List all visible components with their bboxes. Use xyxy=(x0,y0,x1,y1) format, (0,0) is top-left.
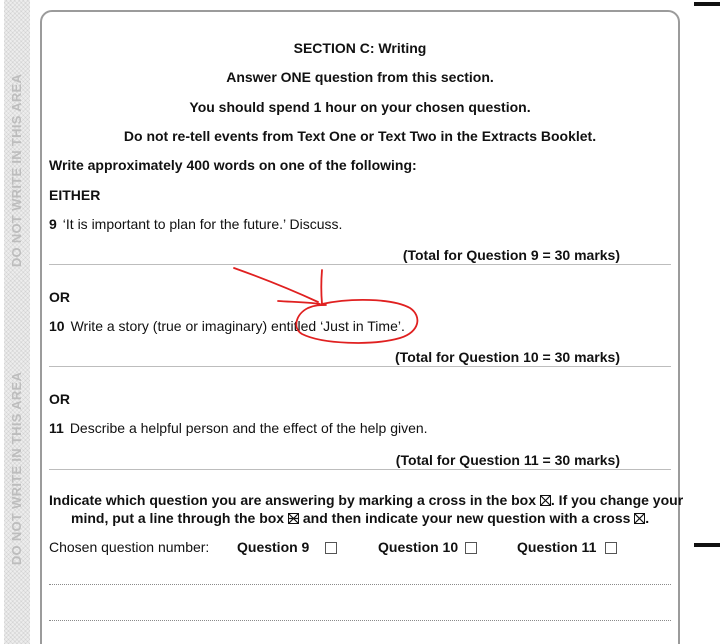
chosen-question-label: Chosen question number: xyxy=(49,539,210,555)
instruction-answer-one: Answer ONE question from this section. xyxy=(226,69,494,85)
question-10-number: 10 xyxy=(49,318,65,334)
margin-label-top xyxy=(4,70,30,270)
answer-line-2[interactable] xyxy=(49,620,671,621)
margin-label-bottom xyxy=(4,368,30,568)
question-11-rule xyxy=(49,469,671,470)
question-9 xyxy=(49,215,342,233)
crossed-box-icon xyxy=(540,495,551,506)
section-title: SECTION C: Writing xyxy=(293,40,427,56)
either-label: EITHER xyxy=(49,187,101,203)
indicate-line-2-b: and then indicate your new question with a cross xyxy=(299,510,631,526)
question-11-number: 11 xyxy=(49,420,64,436)
edge-mark-top xyxy=(694,2,720,6)
question-9-text: ‘It is important to plan for the future.’ Discuss. xyxy=(62,216,343,232)
indicate-line-2-c: . xyxy=(645,510,650,526)
answer-line-1[interactable] xyxy=(49,584,671,585)
indicate-line-1 xyxy=(49,491,683,509)
chosen-q10-checkbox[interactable] xyxy=(465,542,477,554)
question-11-text: Describe a helpful person and the effect of the help given. xyxy=(69,420,428,436)
crossed-box-icon-2 xyxy=(634,513,645,524)
margin-label-top-text: DO NOT WRITE IN THIS AREA xyxy=(9,73,25,267)
question-11-total: (Total for Question 11 = 30 marks) xyxy=(395,452,620,468)
struck-box-icon xyxy=(288,513,299,524)
chosen-q9-checkbox[interactable] xyxy=(325,542,337,554)
chosen-q9-label: Question 9 xyxy=(237,539,310,555)
or-label-1: OR xyxy=(49,289,70,305)
question-10-total: (Total for Question 10 = 30 marks) xyxy=(395,349,620,365)
or-label-2: OR xyxy=(49,391,70,407)
indicate-line-1-a: Indicate which question you are answering by marking a cross in the box xyxy=(49,492,537,508)
intro-instruction: Write approximately 400 words on one of the following: xyxy=(49,157,417,173)
instruction-time: You should spend 1 hour on your chosen question. xyxy=(189,99,531,115)
indicate-line-2-a: mind, put a line through the box xyxy=(71,510,285,526)
chosen-q11-label: Question 11 xyxy=(517,539,597,555)
chosen-question-row xyxy=(49,538,671,556)
question-10-text: Write a story (true or imaginary) entitled ‘Just in Time’. xyxy=(70,318,405,334)
question-11 xyxy=(49,419,428,437)
indicate-line-1-b: . If you change your xyxy=(550,492,684,508)
instruction-no-retell: Do not re-tell events from Text One or Text Two in the Extracts Booklet. xyxy=(123,128,597,144)
question-9-rule xyxy=(49,264,671,265)
chosen-q11-checkbox[interactable] xyxy=(605,542,617,554)
question-10 xyxy=(49,317,405,335)
chosen-q10-label: Question 10 xyxy=(378,539,459,555)
indicate-line-2 xyxy=(71,509,649,527)
question-10-rule xyxy=(49,366,671,367)
margin-label-bottom-text: DO NOT WRITE IN THIS AREA xyxy=(9,371,25,565)
edge-mark-bottom xyxy=(694,543,720,547)
question-9-number: 9 xyxy=(49,216,57,232)
question-9-total: (Total for Question 9 = 30 marks) xyxy=(402,247,620,263)
